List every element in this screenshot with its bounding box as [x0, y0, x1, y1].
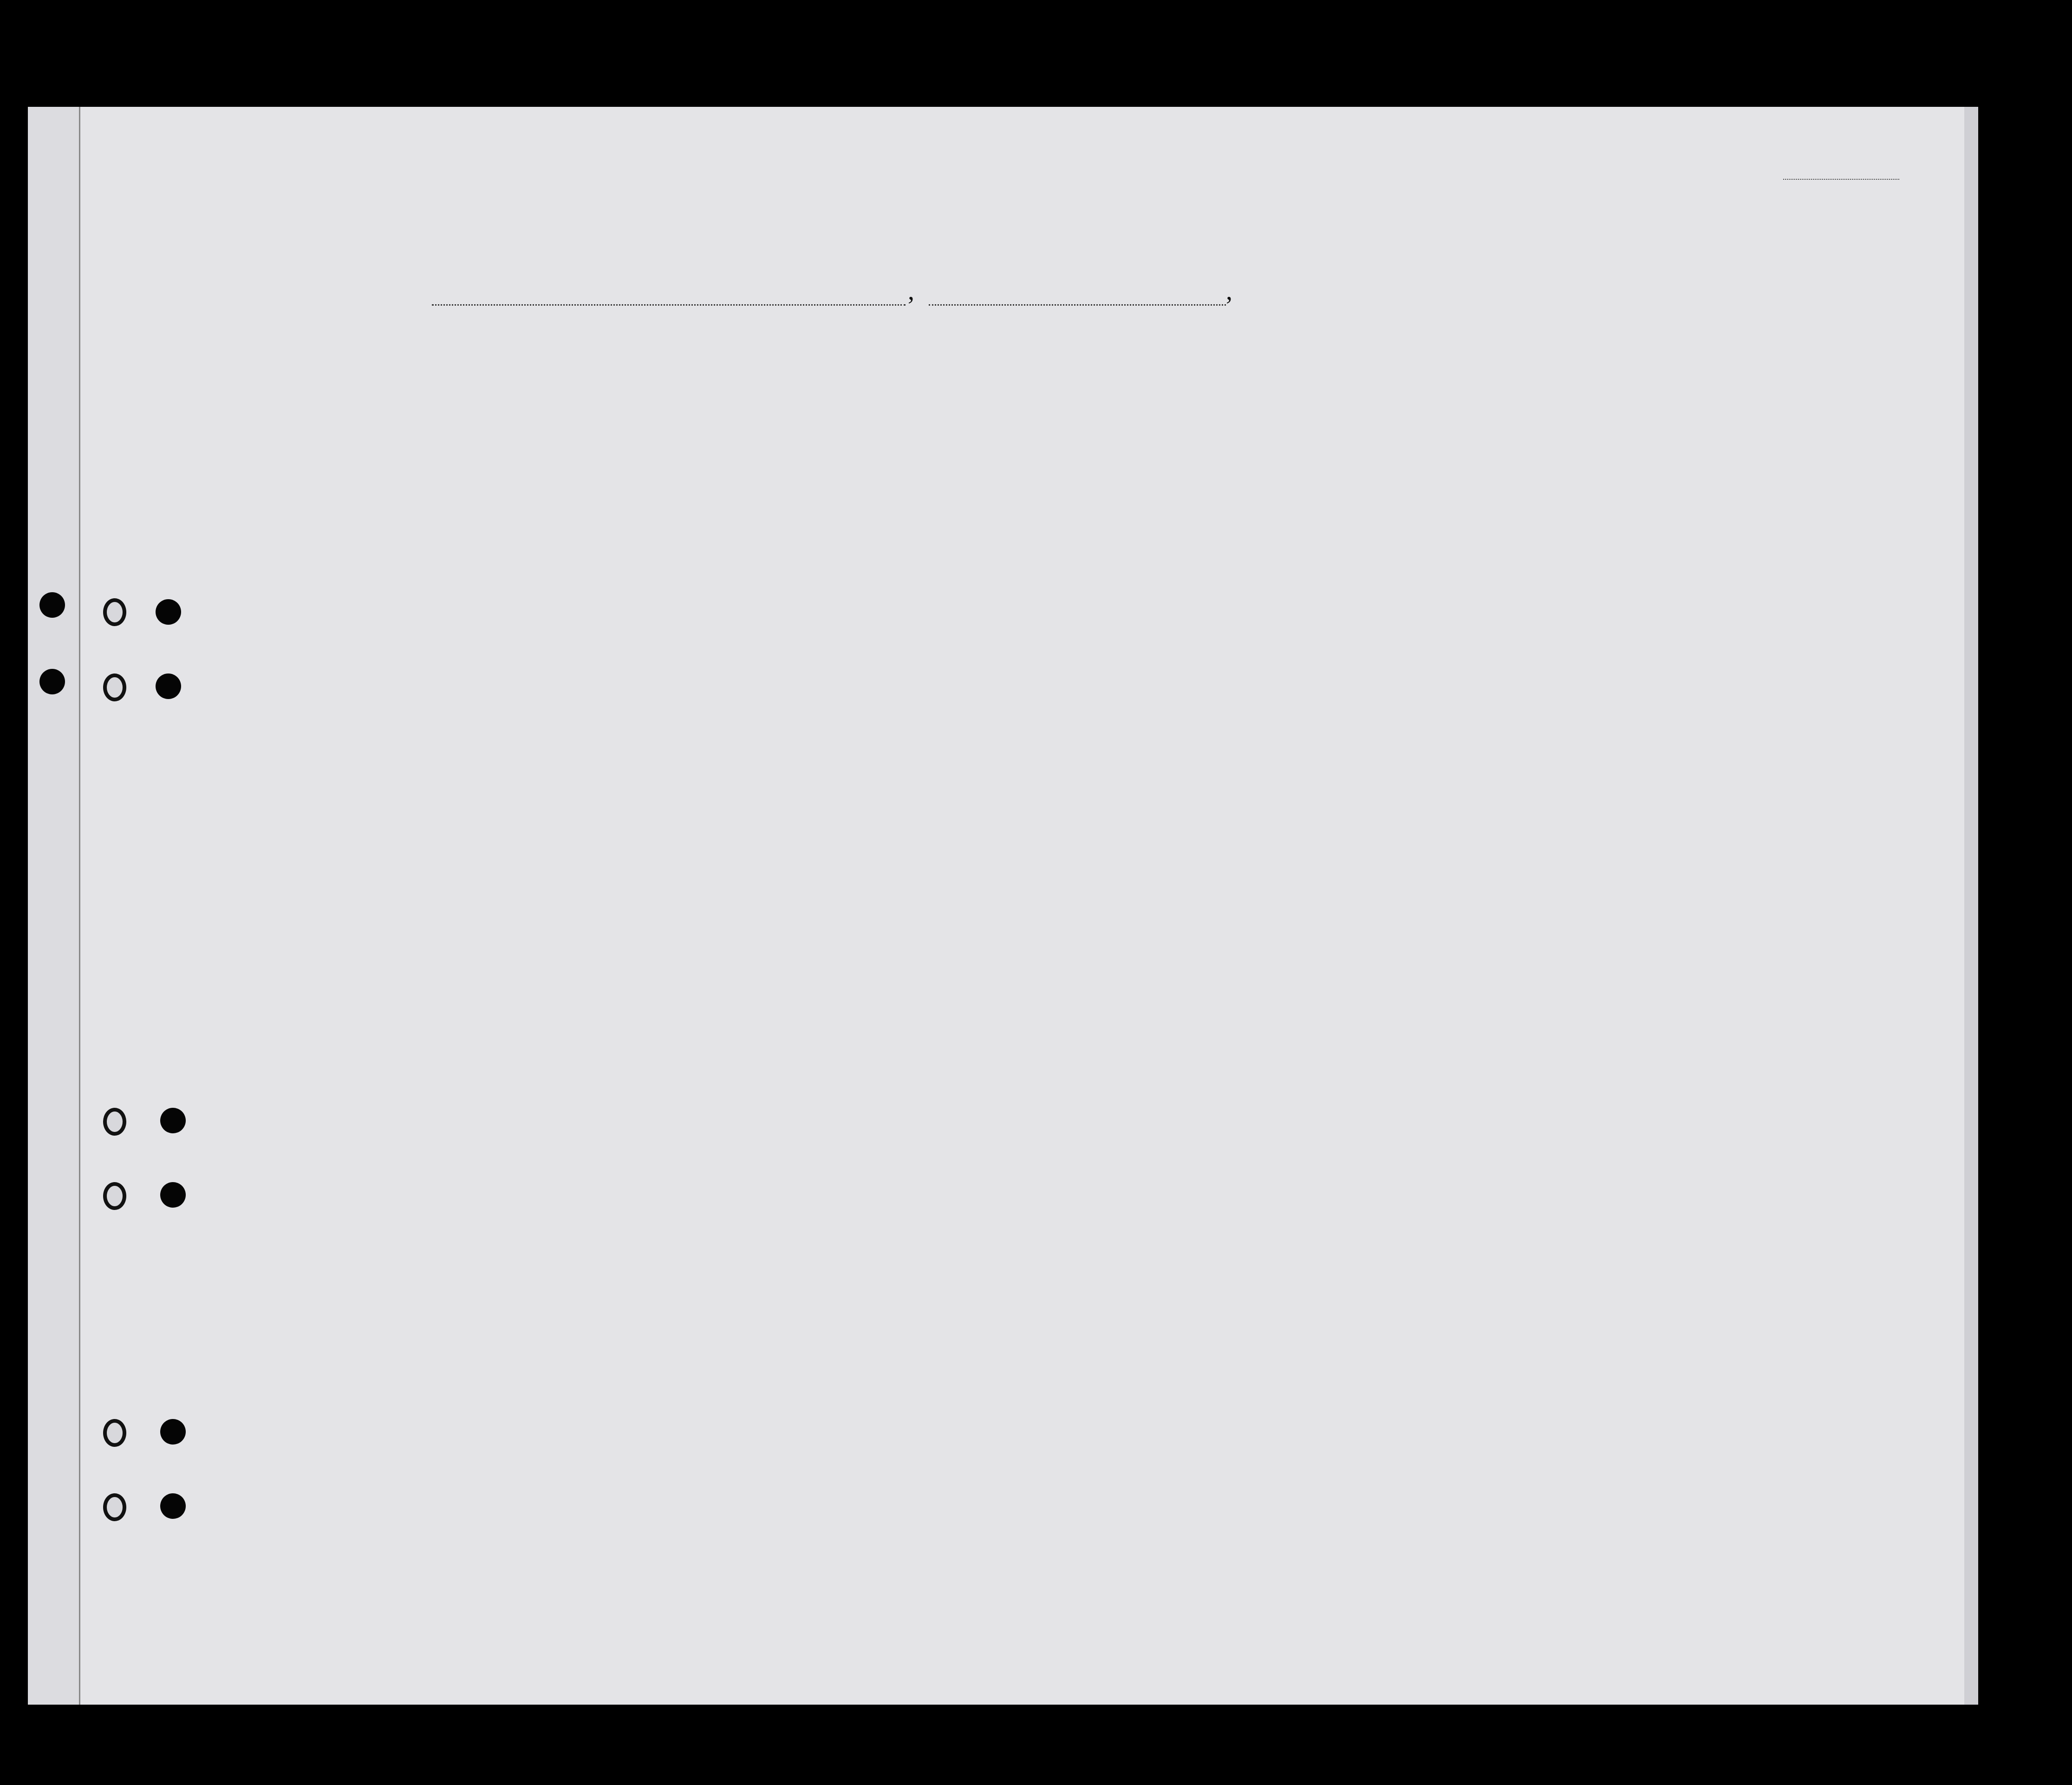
comma: , [1226, 277, 1232, 306]
comma: , [908, 277, 914, 306]
